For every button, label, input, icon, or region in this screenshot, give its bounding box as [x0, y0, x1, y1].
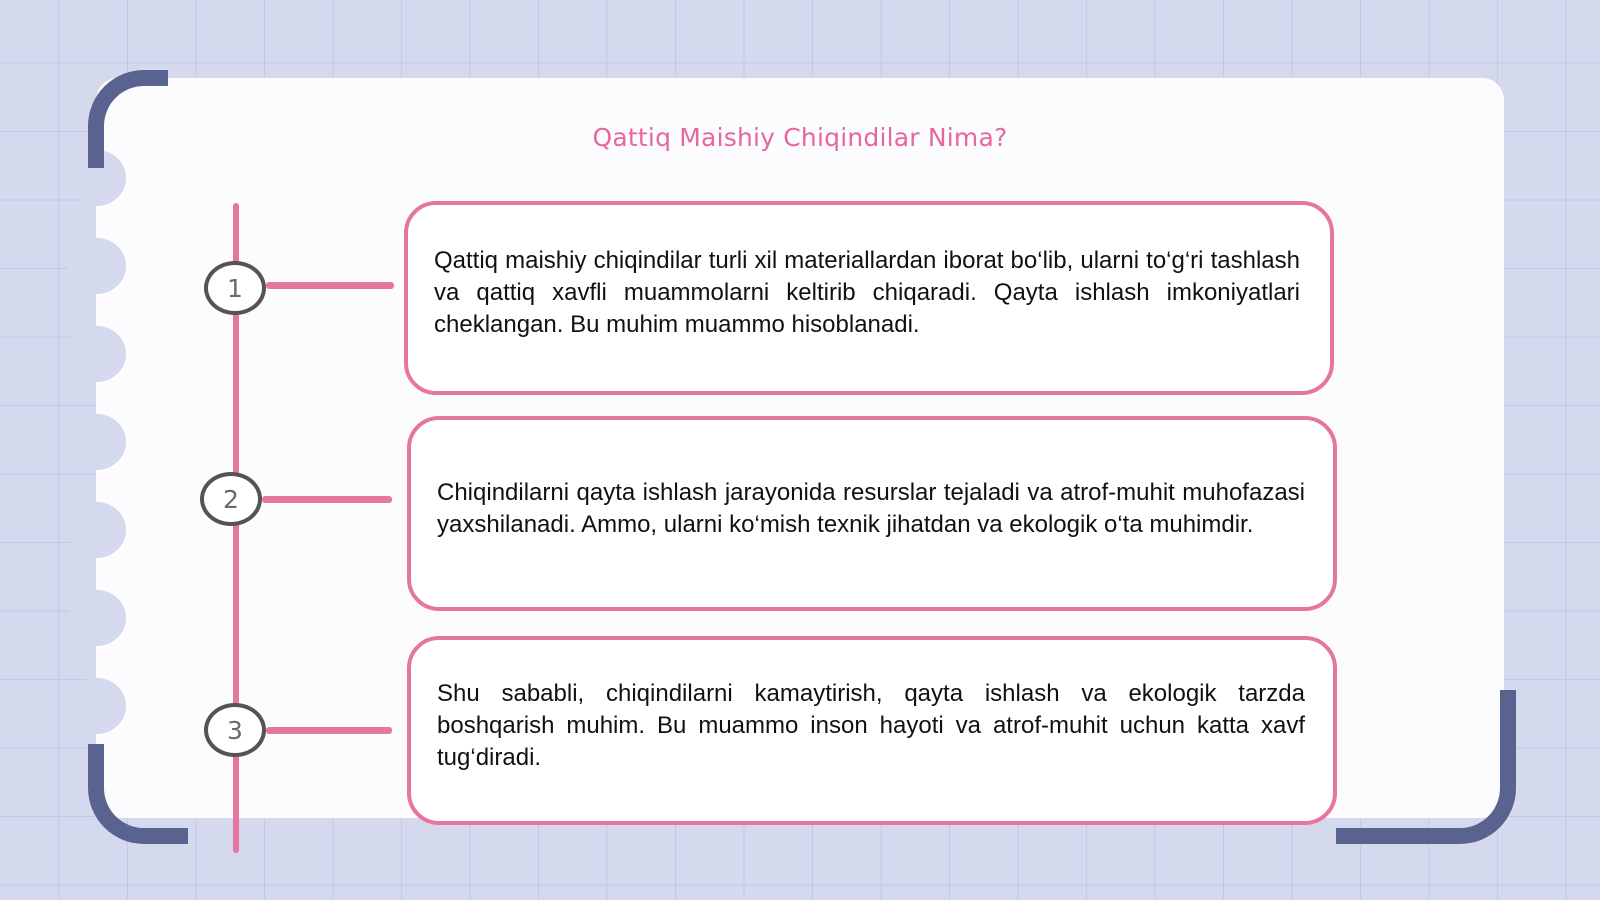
timeline-connector-2	[262, 496, 392, 503]
notebook-scallop	[68, 326, 126, 382]
step-text-3: Shu sababli, chiqindilarni kamaytirish, qayta ishlash va ekologik tarzda boshqarish muhim. Bu muammo inson hayoti va atrof-muhit uchun katta xavf tug‘diradi.	[437, 679, 1305, 771]
notebook-scallop	[68, 502, 126, 558]
notebook-scallop	[68, 238, 126, 294]
step-text-2: Chiqindilarni qayta ishlash jarayonida resurslar tejaladi va atrof-muhit muhofazasi yaxshilanadi. Ammo, ularni ko‘mish texnik jihatdan va ekologik o‘ta muhimdir.	[437, 478, 1305, 538]
slide-title: Qattiq Maishiy Chiqindilar Nima?	[592, 123, 1008, 152]
frame-corner-top-left	[88, 70, 168, 168]
frame-corner-bottom-right	[1336, 690, 1516, 844]
timeline-connector-3	[266, 727, 392, 734]
step-number-3: 3	[204, 703, 266, 757]
notebook-scallop	[68, 590, 126, 646]
frame-corner-bottom-left	[88, 744, 188, 844]
step-card-3	[407, 636, 1337, 825]
step-text-1: Qattiq maishiy chiqindilar turli xil materiallardan iborat bo‘lib, ularni to‘g‘ri tashlash va qattiq xavfli muammolarni keltirib chiqaradi. Qayta ishlash imkoniyatlari cheklangan. Bu muhim muammo hisoblanadi.	[434, 247, 1300, 338]
notebook-scallop	[68, 414, 126, 470]
step-number-1: 1	[204, 261, 266, 315]
step-card-1	[404, 201, 1334, 395]
notebook-scallop	[68, 678, 126, 734]
step-number-2: 2	[200, 472, 262, 526]
step-card-2	[407, 416, 1337, 611]
timeline-connector-1	[266, 282, 394, 289]
